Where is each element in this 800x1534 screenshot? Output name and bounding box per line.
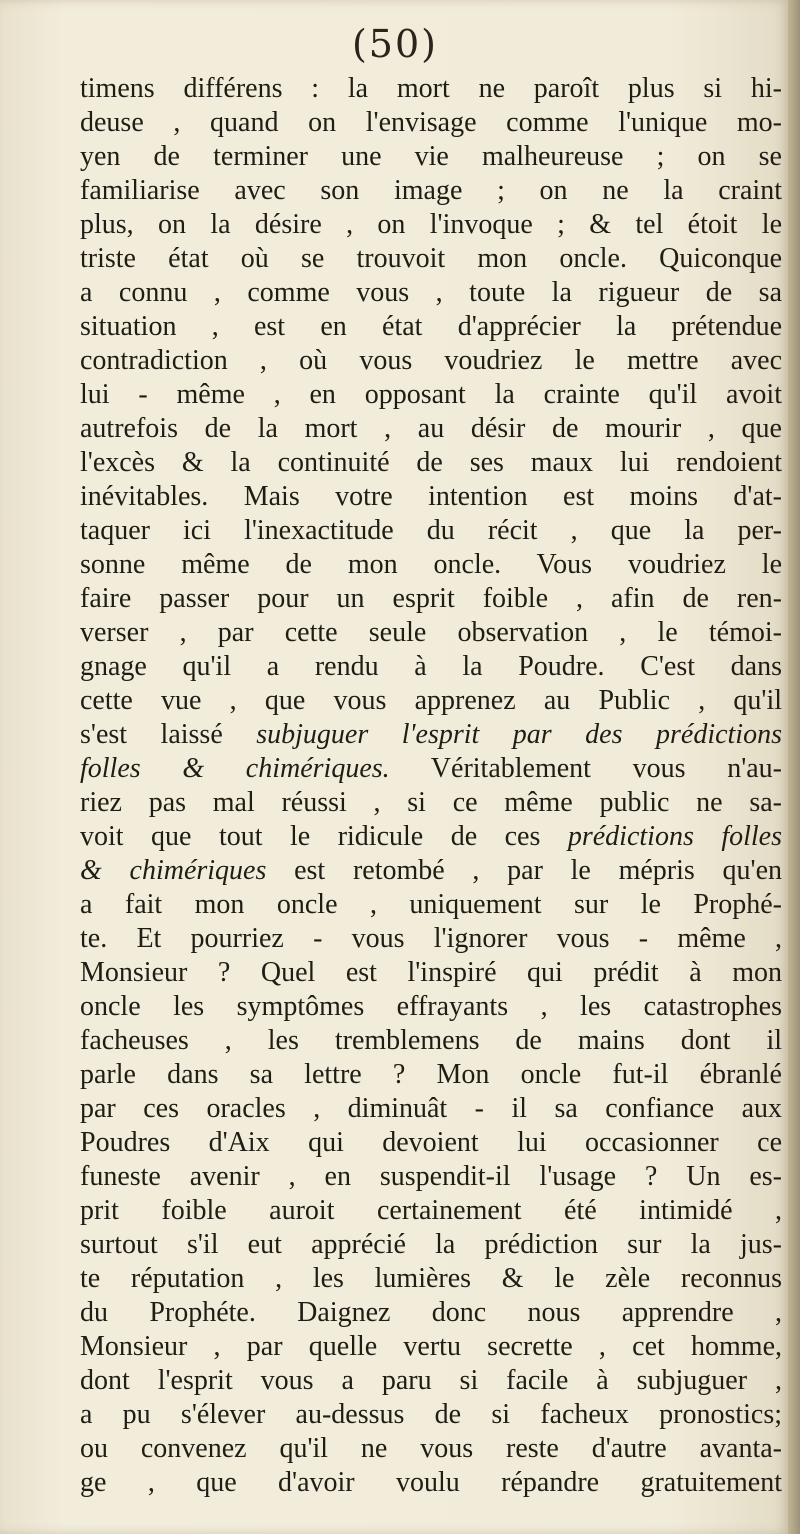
text-segment: du Prophéte. Daignez donc nous apprendre , [80, 1297, 782, 1328]
text-line [80, 990, 782, 1024]
italic-text-segment: & chimériques [80, 855, 267, 886]
text-segment: a fait mon oncle , uniquement sur le Prophé- [80, 889, 782, 920]
text-line [80, 72, 782, 106]
text-line [80, 786, 782, 820]
text-segment: a pu s'élever au-dessus de si facheux pronostics; [80, 1399, 782, 1430]
text-line [80, 242, 782, 276]
text-line [80, 1330, 782, 1364]
text-segment: oncle les symptômes effrayants , les catastrophes [80, 991, 782, 1022]
text-line [80, 514, 782, 548]
text-line [80, 1466, 782, 1500]
text-segment: ou convenez qu'il ne vous reste d'autre avanta- [80, 1433, 782, 1464]
text-line [80, 1126, 782, 1160]
italic-text-segment: folles & chimériques. [80, 753, 390, 784]
text-segment: ge , que d'avoir voulu répandre gratuitement [80, 1467, 782, 1498]
text-segment: inévitables. Mais votre intention est moins d'at- [80, 481, 782, 512]
text-line [80, 752, 782, 786]
text-segment: a connu , comme vous , toute la rigueur de sa [80, 277, 782, 308]
text-segment: lui - même , en opposant la crainte qu'il avoit [80, 379, 782, 410]
text-line [80, 684, 782, 718]
text-segment: est retombé , par le mépris qu'en [266, 855, 782, 886]
text-segment: parle dans sa lettre ? Mon oncle fut-il ébranlé [80, 1059, 782, 1090]
text-line [80, 1194, 782, 1228]
page-edge [788, 0, 800, 1534]
text-segment: Véritablement vous n'au- [389, 753, 782, 784]
text-segment: Monsieur ? Quel est l'inspiré qui prédit à mon [80, 957, 782, 988]
text-line [80, 480, 782, 514]
text-segment: s'est laissé [80, 719, 257, 750]
text-line [80, 1160, 782, 1194]
text-segment: timens différens : la mort ne paroît plus si hi- [80, 73, 782, 104]
text-line [80, 378, 782, 412]
text-segment: gnage qu'il a rendu à la Poudre. C'est dans [80, 651, 782, 682]
text-line [80, 1262, 782, 1296]
text-line [80, 548, 782, 582]
text-line [80, 582, 782, 616]
text-segment: plus, on la désire , on l'invoque ; & tel étoit le [80, 209, 782, 240]
text-segment: triste état où se trouvoit mon oncle. Quiconque [80, 243, 782, 274]
text-line [80, 718, 782, 752]
text-segment: cette vue , que vous apprenez au Public , qu'il [80, 685, 782, 716]
text-segment: familiarise avec son image ; on ne la craint [80, 175, 782, 206]
text-line [80, 1092, 782, 1126]
text-line [80, 1432, 782, 1466]
text-line [80, 208, 782, 242]
text-line [80, 1398, 782, 1432]
text-segment: voit que tout le ridicule de ces [80, 821, 568, 852]
text-line [80, 174, 782, 208]
text-line [80, 820, 782, 854]
text-segment: Monsieur , par quelle vertu secrette , cet homme, [80, 1331, 782, 1362]
text-segment: sonne même de mon oncle. Vous voudriez le [80, 549, 782, 580]
text-segment: dont l'esprit vous a paru si facile à subjuguer , [80, 1365, 782, 1396]
text-segment: contradiction , où vous voudriez le mettre avec [80, 345, 782, 376]
text-segment: te. Et pourriez - vous l'ignorer vous - même , [80, 923, 782, 954]
text-line [80, 1024, 782, 1058]
text-segment: surtout s'il eut apprécié la prédiction sur la jus- [80, 1229, 782, 1260]
text-line [80, 1296, 782, 1330]
body-text [80, 72, 782, 1500]
text-line [80, 1364, 782, 1398]
text-segment: deuse , quand on l'envisage comme l'unique mo- [80, 107, 782, 138]
text-segment: funeste avenir , en suspendit-il l'usage ? Un es- [80, 1161, 782, 1192]
text-line [80, 956, 782, 990]
text-segment: faire passer pour un esprit foible , afin de ren- [80, 583, 782, 614]
page-number: (50) [351, 22, 438, 66]
text-segment: yen de terminer une vie malheureuse ; on se [80, 141, 782, 172]
italic-text-segment: prédictions folles [567, 821, 782, 852]
text-line [80, 922, 782, 956]
text-segment: te réputation , les lumières & le zèle reconnus [80, 1263, 782, 1294]
text-line [80, 344, 782, 378]
text-segment: riez pas mal réussi , si ce même public ne sa- [80, 787, 782, 818]
text-line [80, 276, 782, 310]
text-segment: par ces oracles , diminuât - il sa confiance aux [80, 1093, 782, 1124]
text-segment: l'excès & la continuité de ses maux lui rendoient [80, 447, 782, 478]
text-line [80, 650, 782, 684]
text-line [80, 140, 782, 174]
text-segment: prit foible auroit certainement été intimidé , [80, 1195, 782, 1226]
text-segment: Poudres d'Aix qui devoient lui occasionner ce [80, 1127, 782, 1158]
text-segment: facheuses , les tremblemens de mains dont il [80, 1025, 782, 1056]
text-line [80, 1228, 782, 1262]
text-segment: verser , par cette seule observation , le témoi- [80, 617, 782, 648]
text-segment: situation , est en état d'apprécier la prétendue [80, 311, 782, 342]
text-line [80, 106, 782, 140]
text-segment: autrefois de la mort , au désir de mourir , que [80, 413, 782, 444]
text-line [80, 446, 782, 480]
text-line [80, 888, 782, 922]
text-line [80, 1058, 782, 1092]
text-line [80, 412, 782, 446]
text-segment: taquer ici l'inexactitude du récit , que la per- [80, 515, 782, 546]
italic-text-segment: subjuguer l'esprit par des prédictions [256, 719, 782, 750]
text-line [80, 616, 782, 650]
text-line [80, 854, 782, 888]
text-line [80, 310, 782, 344]
